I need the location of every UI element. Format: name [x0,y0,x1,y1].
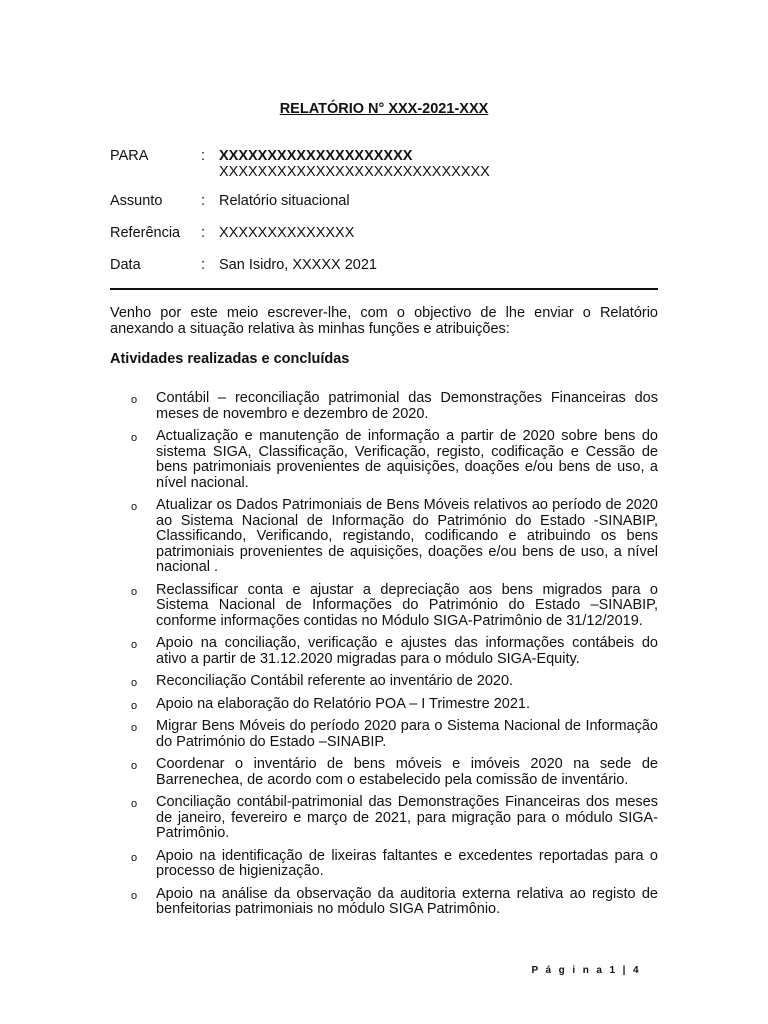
bullet-icon: o [131,677,138,689]
activity-text: Actualização e manutenção de informação a partir de 2020 sobre bens do sistema SIGA, Classificação, Verificação, registo, codificação e Cessão de bens patrimoniais provenientes de aquisições, doações e/ou bens de uso, a nível nacional. [156,428,658,491]
header-divider [110,288,658,290]
bullet-icon: o [131,432,138,444]
referencia-colon: : [201,225,206,241]
bullet-icon: o [131,501,138,513]
bullet-icon: o [131,760,138,772]
section-title: Atividades realizadas e concluídas [110,351,350,367]
activity-text: Coordenar o inventário de bens móveis e imóveis 2020 na sede de Barrenechea, de acordo com o estabelecido pela comissão de inventário. [156,756,658,788]
activity-text: Apoio na elaboração do Relatório POA – I Trimestre 2021. [156,695,530,712]
para-label: PARA [110,148,149,164]
list-item [110,795,658,842]
para-colon: : [201,148,206,164]
list-item [110,674,658,690]
bullet-icon: o [131,722,138,734]
bullet-icon: o [131,394,138,406]
list-item [110,498,658,576]
assunto-colon: : [201,193,206,209]
bullet-icon: o [131,798,138,810]
list-item [110,757,658,788]
bullet-icon: o [131,699,138,712]
data-value: San Isidro, XXXXX 2021 [219,257,377,273]
activity-text: Migrar Bens Móveis do período 2020 para o Sistema Nacional de Informação do Património do Estado –SINABIP. [156,718,658,750]
list-item [110,583,658,630]
referencia-value: XXXXXXXXXXXXXX [219,225,355,241]
bullet-icon: o [131,639,138,651]
activity-text: Apoio na análise da observação da auditoria externa relativa ao registo de benfeitorias patrimoniais no módulo SIGA Patrimônio. [156,885,658,917]
data-colon: : [201,257,206,273]
data-label: Data [110,257,141,273]
list-item [110,849,658,880]
assunto-value: Relatório situacional [219,193,350,209]
activity-text: Reconciliação Contábil referente ao inventário de 2020. [156,673,514,689]
page-number: P á g i n a 1 | 4 [531,965,641,976]
activity-text: Apoio na identificação de lixeiras faltantes e excedentes reportadas para o processo de higienização. [156,847,658,879]
activity-text: Conciliação contábil-patrimonial das Demonstrações Financeiras dos meses de janeiro, fevereiro e março de 2021, para migração para o módulo SIGA-Patrimônio. [156,794,658,841]
bullet-icon: o [131,851,138,864]
activity-text: Apoio na conciliação, verificação e ajustes das informações contábeis do ativo a partir de 31.12.2020 migradas para o módulo SIGA-Equity. [156,635,658,667]
list-item [110,697,658,713]
report-title: RELATÓRIO N° XXX-2021-XXX [279,101,489,117]
list-item [110,429,658,491]
activities-list [110,391,658,925]
bullet-icon: o [131,585,138,598]
para-line-2: XXXXXXXXXXXXXXXXXXXXXXXXXXXX [219,164,490,180]
activity-text: Reclassificar conta e ajustar a depreciação aos bens migrados para o Sistema Nacional de Informações do Património do Estado –SINABIP, conforme informações contidas no Módulo SIGA-Patrimônio de 31/12/2019. [156,581,658,629]
referencia-label: Referência [110,225,181,241]
para-line-1: XXXXXXXXXXXXXXXXXXXX [219,148,413,164]
list-item [110,636,658,667]
para-value [219,148,659,180]
activity-text: Contábil – reconciliação patrimonial das Demonstrações Financeiras dos meses de novembro e dezembro de 2020. [156,390,658,422]
list-item [110,887,658,918]
list-item [110,391,658,422]
activity-text: Atualizar os Dados Patrimoniais de Bens Móveis relativos ao período de 2020 ao Sistema Nacional de Informação do Património do Estado -SINABIP, Classificando, Verificando, registando, codificando e atribuindo os bens patrimoniais provenientes de aquisições, doações e/ou bens de uso, a nível nacional . [156,497,658,575]
assunto-label: Assunto [110,193,163,209]
list-item [110,719,658,750]
bullet-icon: o [131,889,138,902]
intro-paragraph: Venho por este meio escrever-lhe, com o objectivo de lhe enviar o Relatório anexando a situação relativa às minhas funções e atribuições: [110,305,658,337]
